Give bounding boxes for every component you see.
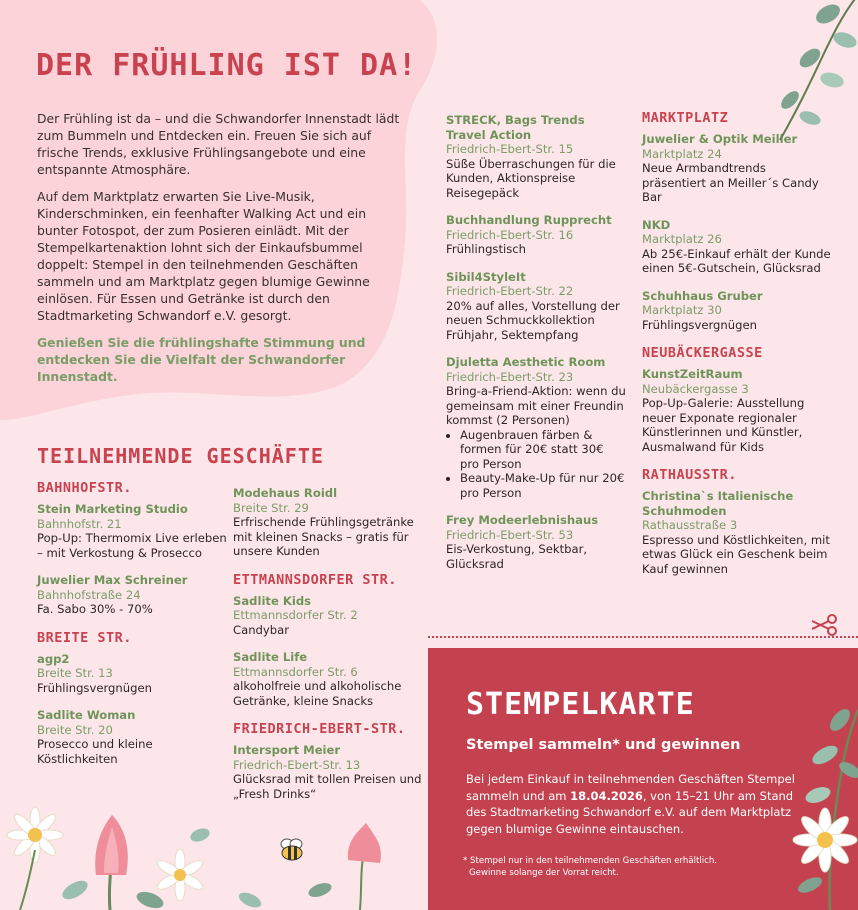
shop-name: Frey Modeerlebnishaus <box>446 513 599 527</box>
shop-address: Friedrich-Ebert-Str. 16 <box>446 227 574 242</box>
shop-name: Modehaus Roidl <box>233 486 338 500</box>
shop-entry <box>233 486 423 559</box>
shop-description: Frühlingstisch <box>446 242 527 256</box>
shop-entry <box>37 502 227 560</box>
shop-description: alkoholfreie und alkoholische Getränke, kleine Snacks <box>233 679 402 708</box>
shop-entry <box>37 708 227 766</box>
stamp-card-body <box>466 771 796 837</box>
shop-description: Glücksrad mit tollen Preisen und „Fresh Drinks“ <box>233 772 422 801</box>
shop-entry <box>233 594 423 638</box>
shop-name: Juwelier Max Schreiner <box>37 573 188 587</box>
shop-entry <box>642 218 832 276</box>
shop-offer-item: • Augenbrauen färben & formen für 20€ statt 30€ pro Person <box>460 428 626 472</box>
shop-name: KunstZeitRaum <box>642 367 743 381</box>
shop-name: Sadlite Life <box>233 650 308 664</box>
shop-description: Ab 25€-Einkauf erhält der Kunde einen 5€-Gutschein, Glücksrad <box>642 246 831 275</box>
shop-description: Fa. Sabo 30% - 70% <box>37 602 153 616</box>
street-heading-ettmannsdorfer-str: ETTMANNSDORFER STR. <box>233 571 397 588</box>
shop-description: Frühlingsvergnügen <box>37 680 152 695</box>
shop-address: Neubäckergasse 3 <box>642 381 749 396</box>
shop-description: Pop-Up: Thermomix Live erleben – mit Verkostung & Prosecco <box>37 531 227 560</box>
shops-title: TEILNEHMENDE GESCHÄFTE <box>37 444 324 468</box>
shop-entry <box>233 743 423 801</box>
shop-address: Bahnhofstr. 21 <box>37 516 122 531</box>
shop-description: Bring-a-Friend-Aktion: wenn du gemeinsam mit einer Freundin kommst (2 Personen) <box>446 384 626 427</box>
street-heading-rathausstr: RATHAUSSTR. <box>642 467 737 483</box>
shop-description: Frühlingsvergnügen <box>642 317 757 332</box>
intro-paragraph-2: Auf dem Marktplatz erwarten Sie Live-Musik, Kinderschminken, ein feenhafter Walking Act und ein bunter Fotospot, der zum Posieren einlädt. Mit der Stempelkartenaktion lohnt sich der Einkaufsbummel doppelt: Stempel in den teilnehmenden Geschäften sammeln und am Marktplatz gegen blumige Gewinne einlösen. Für Essen und Getränke ist durch den Stadtmarketing Schwandorf e.V. gesorgt. <box>37 189 370 323</box>
flower-decoration <box>0 805 400 910</box>
shop-address: Friedrich-Ebert-Str. 13 <box>233 757 361 772</box>
stamp-card-footnote <box>463 855 763 879</box>
intro-paragraph-1: Der Frühling ist da – und die Schwandorfer Innenstadt lädt zum Bummeln und Entdecken ein. Freuen Sie sich auf frische Trends, exklusive Frühlingsangebote und eine entspannte Atmosphäre. <box>37 111 400 177</box>
shop-entry <box>642 367 832 454</box>
shop-address: Bahnhofstraße 24 <box>37 587 141 602</box>
shop-name: agp2 <box>37 651 70 666</box>
street-heading-marktplatz: MARKTPLATZ <box>642 110 729 126</box>
shop-name: Sibil4StyleIt <box>446 269 526 284</box>
cut-line <box>428 636 858 638</box>
shops-column-2 <box>233 486 423 814</box>
shop-entry <box>642 289 832 333</box>
shop-entry <box>446 213 626 257</box>
shop-description: Neue Armbandtrends präsentiert an Meiller´s Candy Bar <box>642 161 819 204</box>
leaf-branch-decoration <box>750 0 858 145</box>
shop-description: Süße Überraschungen für die Kunden, Aktionspreise Reisegepäck <box>446 156 616 200</box>
shop-address: Friedrich-Ebert-Str. 53 <box>446 527 574 542</box>
shop-address: Breite Str. 13 <box>37 666 113 680</box>
shop-address: Friedrich-Ebert-Str. 23 <box>446 369 574 384</box>
shop-entry <box>37 573 227 617</box>
shop-entry <box>233 650 423 708</box>
flower-decoration <box>770 700 858 910</box>
shop-description: Eis-Verkostung, Sektbar, Glücksrad <box>446 542 588 571</box>
shops-column-1 <box>37 480 227 779</box>
shop-offer-item: • Beauty-Make-Up für nur 20€ pro Person <box>460 471 626 500</box>
shop-entry <box>37 652 227 696</box>
intro-text <box>37 110 402 395</box>
street-heading-breite-str: BREITE STR. <box>37 629 132 646</box>
shop-address: Ettmannsdorfer Str. 2 <box>233 608 358 622</box>
shop-name: Stein Marketing Studio <box>37 502 188 516</box>
shop-name: Intersport Meier <box>233 743 341 757</box>
stamp-card-subtitle: Stempel sammeln* und gewinnen <box>466 737 741 753</box>
shop-name: STRECK, Bags Trends Travel Action <box>446 113 585 142</box>
scissors-icon <box>810 612 840 638</box>
intro-highlight: Genießen Sie die frühlingshafte Stimmung und entdecken Sie die Vielfalt der Schwandorfer Innenstadt. <box>37 335 366 384</box>
shop-entry <box>446 513 626 571</box>
street-heading-neubaeckergasse: NEUBÄCKERGASSE <box>642 345 763 361</box>
street-heading-bahnhofstr: BAHNHOFSTR. <box>37 480 132 496</box>
shop-offer-list <box>446 428 626 501</box>
shop-description: Pop-Up-Galerie: Ausstellung neuer Exponate regionaler Künstlerinnen und Künstler, Ausmalwand für Kids <box>642 396 805 454</box>
shop-address: Friedrich-Ebert-Str. 15 <box>446 142 574 156</box>
shop-name: Djuletta Aesthetic Room <box>446 355 606 369</box>
stamp-card-title: STEMPELKARTE <box>466 687 695 722</box>
shop-address: Ettmannsdorfer Str. 6 <box>233 664 358 679</box>
shop-address: Breite Str. 20 <box>37 722 113 737</box>
street-heading-friedrich-ebert-str: FRIEDRICH-EBERT-STR. <box>233 721 406 737</box>
shop-name: Sadlite Kids <box>233 593 312 608</box>
shop-address: Breite Str. 29 <box>233 500 309 515</box>
shop-entry <box>446 270 626 343</box>
shop-name: Juwelier & Optik Meiller <box>642 132 798 146</box>
footnote-line: * Stempel nur in den teilnehmenden Geschäften erhältlich. <box>463 856 718 866</box>
shop-address: Rathausstraße 3 <box>642 518 738 532</box>
shop-address: Friedrich-Ebert-Str. 22 <box>446 284 574 298</box>
shop-entry <box>642 489 832 576</box>
shop-entry <box>446 355 626 500</box>
shop-address: Marktplatz 26 <box>642 232 722 246</box>
shop-description: Erfrischende Frühlingsgetränke mit kleinen Snacks – gratis für unsere Kunden <box>233 515 414 558</box>
footnote-line: Gewinne solange der Vorrat reicht. <box>469 868 619 878</box>
shop-address: Marktplatz 30 <box>642 303 722 317</box>
stamp-body-text: Bei jedem Einkauf in teilnehmenden Geschäften Stempel sammeln und am <box>466 772 795 803</box>
stamp-body-text: , von 15–21 Uhr am Stand des Stadtmarketing Schwandorf e.V. auf dem Marktplatz gegen blumige Gewinne eintauschen. <box>466 788 794 836</box>
shop-description: Candybar <box>233 622 289 637</box>
shop-description: Espresso und Köstlichkeiten, mit etwas Glück ein Geschenk beim Kauf gewinnen <box>642 532 830 576</box>
stamp-date: 18.04.2026 <box>570 788 643 803</box>
shop-description: 20% auf alles, Vorstellung der neuen Schmuckkollektion Frühjahr, Sektempfang <box>446 298 620 342</box>
shops-column-4 <box>642 110 832 589</box>
shop-entry <box>446 113 626 200</box>
shop-name: Schuhhaus Gruber <box>642 288 763 303</box>
shops-column-3 <box>446 113 626 584</box>
headline: DER FRÜHLING IST DA! <box>36 48 418 83</box>
bee-icon <box>277 838 307 864</box>
shop-name: Sadlite Woman <box>37 708 136 722</box>
shop-description: Prosecco und kleine Köstlichkeiten <box>37 737 153 766</box>
shop-address: Marktplatz 24 <box>642 146 722 161</box>
shop-name: NKD <box>642 217 671 232</box>
shop-name: Buchhandlung Rupprecht <box>446 213 612 227</box>
shop-name: Christina`s Italienische Schuhmoden <box>642 489 794 518</box>
